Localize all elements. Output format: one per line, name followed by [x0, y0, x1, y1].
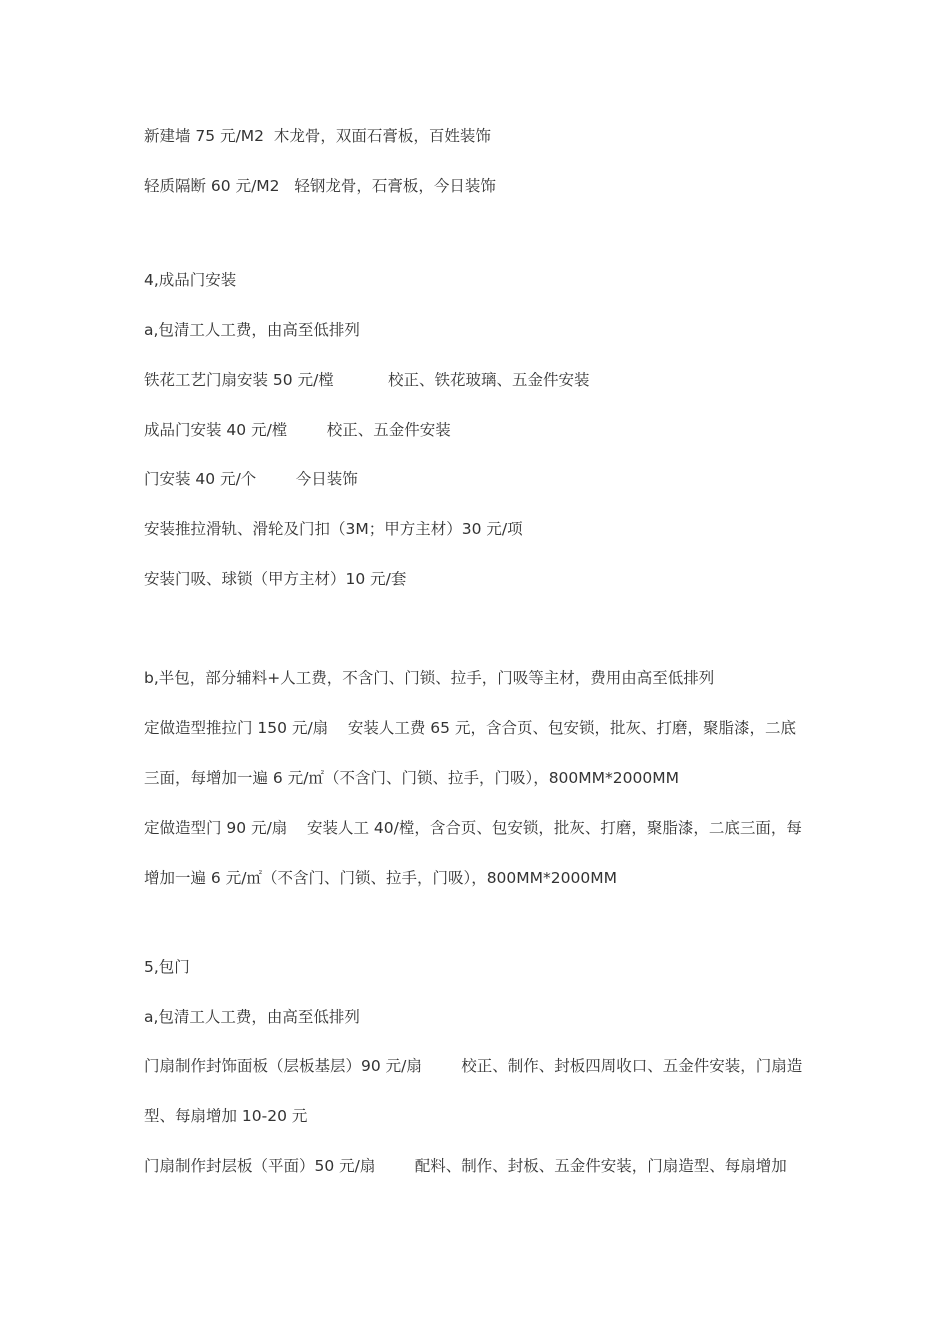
text-line-light-partition: 轻质隔断 60 元/M2 轻钢龙骨，石膏板，今日装饰	[144, 177, 496, 195]
text-line-veneer-door-cont: 型、每扇增加 10-20 元	[144, 1107, 308, 1125]
subsection-heading-half-package: b,半包，部分辅料+人工费，不含门、门锁、拉手，门吸等主材，费用由高至低排列	[144, 669, 715, 687]
text-line-plywood-door: 门扇制作封层板（平面）50 元/扇 配料、制作、封板、五金件安装，门扇造型、每扇增加	[144, 1157, 787, 1175]
text-line-sliding-door-cont: 三面，每增加一遍 6 元/㎡（不含门、门锁、拉手，门吸），800MM*2000MM	[144, 769, 679, 787]
section-heading-door-cladding: 5,包门	[144, 958, 190, 976]
subsection-heading-labor-only-2: a,包清工人工费，由高至低排列	[144, 1008, 360, 1026]
section-heading-door-installation: 4,成品门安装	[144, 271, 237, 289]
text-line-finished-door: 成品门安装 40 元/樘 校正、五金件安装	[144, 421, 451, 439]
text-line-custom-door-cont: 增加一遍 6 元/㎡（不含门、门锁、拉手，门吸），800MM*2000MM	[144, 869, 617, 887]
text-line-sliding-rail: 安装推拉滑轨、滑轮及门扣（3M；甲方主材）30 元/项	[144, 520, 523, 538]
text-line-new-wall: 新建墙 75 元/M2 木龙骨，双面石膏板，百姓装饰	[144, 127, 491, 145]
text-line-sliding-door: 定做造型推拉门 150 元/扇 安装人工费 65 元，含合页、包安锁，批灰、打磨，聚脂漆，二底	[144, 719, 796, 737]
text-line-custom-door: 定做造型门 90 元/扇 安装人工 40/樘，含合页、包安锁，批灰、打磨，聚脂漆，二底三面，每	[144, 819, 802, 837]
subsection-heading-labor-only: a,包清工人工费，由高至低排列	[144, 321, 360, 339]
text-line-iron-door: 铁花工艺门扇安装 50 元/樘 校正、铁花玻璃、五金件安装	[144, 371, 590, 389]
text-line-door-stopper: 安装门吸、球锁（甲方主材）10 元/套	[144, 570, 407, 588]
text-line-veneer-door: 门扇制作封饰面板（层板基层）90 元/扇 校正、制作、封板四周收口、五金件安装，门扇造	[144, 1057, 803, 1075]
text-line-door-install: 门安装 40 元/个 今日装饰	[144, 470, 358, 488]
